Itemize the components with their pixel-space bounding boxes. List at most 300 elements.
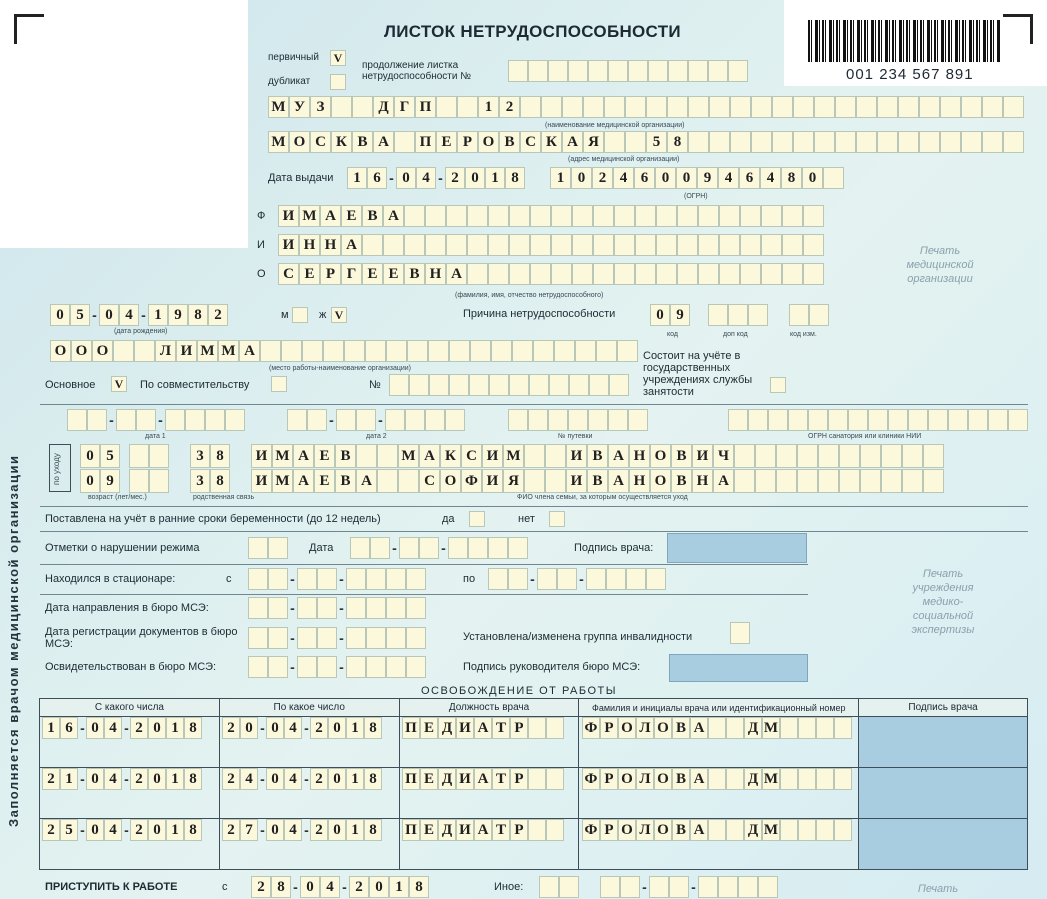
- char-cell[interactable]: 0: [86, 819, 104, 841]
- char-cell[interactable]: 0: [50, 304, 70, 326]
- char-cell[interactable]: А: [419, 444, 440, 468]
- char-cell[interactable]: Р: [320, 263, 341, 285]
- char-cell[interactable]: 0: [240, 717, 258, 739]
- char-cell[interactable]: [877, 96, 898, 118]
- char-cell[interactable]: М: [398, 444, 419, 468]
- char-cell[interactable]: [688, 96, 709, 118]
- char-cell[interactable]: [940, 131, 961, 153]
- char-cell[interactable]: Л: [155, 340, 176, 362]
- char-cell[interactable]: [488, 263, 509, 285]
- char-cell[interactable]: [677, 205, 698, 227]
- char-cell[interactable]: [575, 340, 596, 362]
- char-cell[interactable]: Г: [394, 96, 415, 118]
- char-cell[interactable]: О: [618, 768, 636, 790]
- char-cell[interactable]: [548, 409, 568, 431]
- char-cell[interactable]: [528, 60, 548, 82]
- char-cell[interactable]: Л: [636, 768, 654, 790]
- char-cell[interactable]: В: [672, 819, 690, 841]
- char-cell[interactable]: О: [50, 340, 71, 362]
- char-cell[interactable]: [718, 876, 738, 898]
- char-cell[interactable]: У: [289, 96, 310, 118]
- char-cell[interactable]: [856, 131, 877, 153]
- char-cell[interactable]: [572, 234, 593, 256]
- char-cell[interactable]: [606, 568, 626, 590]
- char-cell[interactable]: Р: [600, 768, 618, 790]
- char-cell[interactable]: 4: [119, 304, 139, 326]
- char-cell[interactable]: [888, 409, 908, 431]
- char-cell[interactable]: [982, 131, 1003, 153]
- char-cell[interactable]: Р: [510, 768, 528, 790]
- char-cell[interactable]: Т: [492, 768, 510, 790]
- char-cell[interactable]: [726, 768, 744, 790]
- char-cell[interactable]: [1003, 131, 1024, 153]
- char-cell[interactable]: [834, 819, 852, 841]
- char-cell[interactable]: [646, 568, 666, 590]
- char-cell[interactable]: [877, 131, 898, 153]
- char-cell[interactable]: 1: [346, 717, 364, 739]
- pregnancy-yes-checkbox[interactable]: [469, 511, 485, 527]
- char-cell[interactable]: [780, 768, 798, 790]
- char-cell[interactable]: 8: [210, 469, 230, 493]
- char-cell[interactable]: [923, 444, 944, 468]
- char-cell[interactable]: С: [278, 263, 299, 285]
- char-cell[interactable]: [776, 469, 797, 493]
- char-cell[interactable]: [545, 444, 566, 468]
- char-cell[interactable]: В: [587, 469, 608, 493]
- violation-signature-box[interactable]: [667, 533, 807, 563]
- char-cell[interactable]: 0: [369, 876, 389, 898]
- char-cell[interactable]: [297, 627, 317, 649]
- char-cell[interactable]: [809, 304, 829, 326]
- char-cell[interactable]: [268, 568, 288, 590]
- char-cell[interactable]: С: [461, 444, 482, 468]
- char-cell[interactable]: 0: [655, 167, 676, 189]
- char-cell[interactable]: [738, 876, 758, 898]
- char-cell[interactable]: [782, 263, 803, 285]
- char-cell[interactable]: 0: [300, 876, 320, 898]
- char-cell[interactable]: Е: [362, 263, 383, 285]
- char-cell[interactable]: 0: [802, 167, 823, 189]
- char-cell[interactable]: [860, 469, 881, 493]
- char-cell[interactable]: [646, 96, 667, 118]
- char-cell[interactable]: А: [341, 234, 362, 256]
- char-cell[interactable]: [748, 304, 768, 326]
- char-cell[interactable]: [470, 340, 491, 362]
- char-cell[interactable]: 0: [328, 768, 346, 790]
- char-cell[interactable]: В: [671, 444, 692, 468]
- char-cell[interactable]: [546, 819, 564, 841]
- char-cell[interactable]: П: [402, 717, 420, 739]
- char-cell[interactable]: [551, 205, 572, 227]
- char-cell[interactable]: [940, 96, 961, 118]
- char-cell[interactable]: Д: [438, 819, 456, 841]
- char-cell[interactable]: [406, 568, 426, 590]
- char-cell[interactable]: [529, 374, 549, 396]
- char-cell[interactable]: [268, 537, 288, 559]
- char-cell[interactable]: [667, 96, 688, 118]
- char-cell[interactable]: [593, 263, 614, 285]
- char-cell[interactable]: [730, 131, 751, 153]
- char-cell[interactable]: [446, 234, 467, 256]
- char-cell[interactable]: [419, 537, 439, 559]
- char-cell[interactable]: И: [176, 340, 197, 362]
- char-cell[interactable]: Д: [373, 96, 394, 118]
- char-cell[interactable]: [740, 234, 761, 256]
- char-cell[interactable]: [287, 409, 307, 431]
- char-cell[interactable]: 8: [667, 131, 688, 153]
- char-cell[interactable]: 8: [184, 717, 202, 739]
- char-cell[interactable]: [730, 96, 751, 118]
- char-cell[interactable]: [409, 374, 429, 396]
- char-cell[interactable]: [356, 409, 376, 431]
- char-cell[interactable]: 0: [99, 304, 119, 326]
- char-cell[interactable]: [445, 409, 465, 431]
- char-cell[interactable]: [136, 409, 156, 431]
- char-cell[interactable]: [509, 374, 529, 396]
- char-cell[interactable]: И: [482, 469, 503, 493]
- char-cell[interactable]: 0: [396, 167, 416, 189]
- char-cell[interactable]: [1003, 96, 1024, 118]
- char-cell[interactable]: В: [499, 131, 520, 153]
- char-cell[interactable]: [635, 205, 656, 227]
- char-cell[interactable]: А: [474, 819, 492, 841]
- char-cell[interactable]: 0: [80, 444, 100, 468]
- char-cell[interactable]: Ф: [582, 717, 600, 739]
- char-cell[interactable]: 9: [670, 304, 690, 326]
- char-cell[interactable]: [620, 876, 640, 898]
- char-cell[interactable]: [588, 60, 608, 82]
- char-cell[interactable]: [816, 768, 834, 790]
- char-cell[interactable]: [366, 656, 386, 678]
- char-cell[interactable]: 2: [499, 96, 520, 118]
- char-cell[interactable]: В: [671, 469, 692, 493]
- char-cell[interactable]: 8: [364, 717, 382, 739]
- char-cell[interactable]: [583, 96, 604, 118]
- char-cell[interactable]: 8: [409, 876, 429, 898]
- char-cell[interactable]: [377, 469, 398, 493]
- char-cell[interactable]: [149, 469, 169, 493]
- char-cell[interactable]: 8: [184, 768, 202, 790]
- pregnancy-no-checkbox[interactable]: [549, 511, 565, 527]
- char-cell[interactable]: [834, 768, 852, 790]
- char-cell[interactable]: 0: [266, 819, 284, 841]
- char-cell[interactable]: 1: [389, 876, 409, 898]
- char-cell[interactable]: А: [690, 768, 708, 790]
- duplicate-checkbox[interactable]: [330, 74, 346, 90]
- char-cell[interactable]: Л: [636, 819, 654, 841]
- char-cell[interactable]: [406, 627, 426, 649]
- disability-group-field[interactable]: [730, 622, 750, 644]
- char-cell[interactable]: [814, 131, 835, 153]
- char-cell[interactable]: И: [692, 444, 713, 468]
- char-cell[interactable]: [508, 537, 528, 559]
- char-cell[interactable]: М: [272, 444, 293, 468]
- char-cell[interactable]: П: [402, 819, 420, 841]
- char-cell[interactable]: [449, 340, 470, 362]
- char-cell[interactable]: [346, 568, 366, 590]
- char-cell[interactable]: 0: [465, 167, 485, 189]
- char-cell[interactable]: [323, 340, 344, 362]
- char-cell[interactable]: [520, 96, 541, 118]
- char-cell[interactable]: [793, 96, 814, 118]
- char-cell[interactable]: 0: [86, 768, 104, 790]
- char-cell[interactable]: 2: [592, 167, 613, 189]
- char-cell[interactable]: [982, 96, 1003, 118]
- char-cell[interactable]: 2: [222, 819, 240, 841]
- char-cell[interactable]: [961, 96, 982, 118]
- char-cell[interactable]: [708, 717, 726, 739]
- char-cell[interactable]: 2: [349, 876, 369, 898]
- char-cell[interactable]: А: [293, 444, 314, 468]
- char-cell[interactable]: 8: [505, 167, 525, 189]
- char-cell[interactable]: [839, 444, 860, 468]
- char-cell[interactable]: [755, 444, 776, 468]
- char-cell[interactable]: [860, 444, 881, 468]
- signature-cell[interactable]: [859, 819, 1028, 870]
- char-cell[interactable]: 0: [80, 469, 100, 493]
- registered-checkbox[interactable]: [770, 377, 786, 393]
- char-cell[interactable]: [586, 568, 606, 590]
- char-cell[interactable]: 0: [328, 717, 346, 739]
- char-cell[interactable]: К: [331, 131, 352, 153]
- char-cell[interactable]: [205, 409, 225, 431]
- char-cell[interactable]: [608, 60, 628, 82]
- char-cell[interactable]: [656, 234, 677, 256]
- char-cell[interactable]: [248, 627, 268, 649]
- char-cell[interactable]: Д: [744, 819, 762, 841]
- char-cell[interactable]: [719, 263, 740, 285]
- char-cell[interactable]: [248, 656, 268, 678]
- char-cell[interactable]: 2: [445, 167, 465, 189]
- char-cell[interactable]: И: [456, 819, 474, 841]
- char-cell[interactable]: [782, 234, 803, 256]
- char-cell[interactable]: [449, 374, 469, 396]
- char-cell[interactable]: М: [762, 768, 780, 790]
- char-cell[interactable]: [539, 876, 559, 898]
- char-cell[interactable]: [407, 340, 428, 362]
- char-cell[interactable]: Н: [629, 444, 650, 468]
- char-cell[interactable]: Я: [583, 131, 604, 153]
- char-cell[interactable]: [761, 234, 782, 256]
- mse-head-signature-box[interactable]: [669, 654, 808, 682]
- char-cell[interactable]: [868, 409, 888, 431]
- char-cell[interactable]: [814, 96, 835, 118]
- char-cell[interactable]: [772, 96, 793, 118]
- char-cell[interactable]: [356, 444, 377, 468]
- char-cell[interactable]: [1008, 409, 1028, 431]
- char-cell[interactable]: [808, 409, 828, 431]
- char-cell[interactable]: 4: [284, 768, 302, 790]
- char-cell[interactable]: 1: [166, 819, 184, 841]
- char-cell[interactable]: А: [239, 340, 260, 362]
- char-cell[interactable]: [491, 340, 512, 362]
- char-cell[interactable]: Е: [420, 819, 438, 841]
- char-cell[interactable]: О: [289, 131, 310, 153]
- char-cell[interactable]: 1: [42, 717, 60, 739]
- char-cell[interactable]: 2: [222, 717, 240, 739]
- char-cell[interactable]: [668, 60, 688, 82]
- char-cell[interactable]: [803, 234, 824, 256]
- char-cell[interactable]: [798, 768, 816, 790]
- char-cell[interactable]: [508, 568, 528, 590]
- char-cell[interactable]: П: [415, 96, 436, 118]
- char-cell[interactable]: И: [482, 444, 503, 468]
- char-cell[interactable]: [425, 409, 445, 431]
- char-cell[interactable]: [362, 234, 383, 256]
- char-cell[interactable]: О: [654, 819, 672, 841]
- char-cell[interactable]: [614, 263, 635, 285]
- char-cell[interactable]: А: [474, 768, 492, 790]
- char-cell[interactable]: 8: [781, 167, 802, 189]
- char-cell[interactable]: [656, 205, 677, 227]
- char-cell[interactable]: 2: [208, 304, 228, 326]
- char-cell[interactable]: [528, 409, 548, 431]
- char-cell[interactable]: [528, 819, 546, 841]
- char-cell[interactable]: И: [456, 717, 474, 739]
- char-cell[interactable]: 0: [148, 819, 166, 841]
- char-cell[interactable]: [225, 409, 245, 431]
- char-cell[interactable]: 8: [188, 304, 208, 326]
- char-cell[interactable]: [386, 340, 407, 362]
- char-cell[interactable]: О: [650, 444, 671, 468]
- char-cell[interactable]: [509, 263, 530, 285]
- char-cell[interactable]: [625, 96, 646, 118]
- char-cell[interactable]: И: [456, 768, 474, 790]
- char-cell[interactable]: Ф: [582, 768, 600, 790]
- char-cell[interactable]: [346, 597, 366, 619]
- char-cell[interactable]: [839, 469, 860, 493]
- char-cell[interactable]: 0: [650, 304, 670, 326]
- char-cell[interactable]: [628, 409, 648, 431]
- char-cell[interactable]: 1: [478, 96, 499, 118]
- char-cell[interactable]: [669, 876, 689, 898]
- char-cell[interactable]: С: [520, 131, 541, 153]
- char-cell[interactable]: [331, 96, 352, 118]
- char-cell[interactable]: 8: [184, 819, 202, 841]
- char-cell[interactable]: 4: [104, 819, 122, 841]
- char-cell[interactable]: И: [566, 444, 587, 468]
- char-cell[interactable]: [626, 568, 646, 590]
- char-cell[interactable]: [533, 340, 554, 362]
- char-cell[interactable]: М: [268, 96, 289, 118]
- char-cell[interactable]: [881, 444, 902, 468]
- primary-checkbox[interactable]: V: [330, 50, 346, 66]
- char-cell[interactable]: [549, 374, 569, 396]
- char-cell[interactable]: [336, 409, 356, 431]
- char-cell[interactable]: [968, 409, 988, 431]
- char-cell[interactable]: [596, 340, 617, 362]
- char-cell[interactable]: [87, 409, 107, 431]
- char-cell[interactable]: [386, 627, 406, 649]
- char-cell[interactable]: 4: [284, 819, 302, 841]
- char-cell[interactable]: [344, 340, 365, 362]
- char-cell[interactable]: [572, 263, 593, 285]
- char-cell[interactable]: О: [654, 717, 672, 739]
- char-cell[interactable]: Н: [692, 469, 713, 493]
- char-cell[interactable]: [635, 263, 656, 285]
- char-cell[interactable]: А: [320, 205, 341, 227]
- char-cell[interactable]: [726, 717, 744, 739]
- char-cell[interactable]: [508, 60, 528, 82]
- char-cell[interactable]: [688, 131, 709, 153]
- char-cell[interactable]: Е: [383, 263, 404, 285]
- char-cell[interactable]: [818, 444, 839, 468]
- char-cell[interactable]: [728, 60, 748, 82]
- char-cell[interactable]: [751, 131, 772, 153]
- char-cell[interactable]: [923, 469, 944, 493]
- char-cell[interactable]: [803, 263, 824, 285]
- char-cell[interactable]: [816, 717, 834, 739]
- char-cell[interactable]: [468, 537, 488, 559]
- char-cell[interactable]: О: [478, 131, 499, 153]
- char-cell[interactable]: [828, 409, 848, 431]
- char-cell[interactable]: [782, 205, 803, 227]
- char-cell[interactable]: [568, 409, 588, 431]
- char-cell[interactable]: [545, 469, 566, 493]
- char-cell[interactable]: 6: [739, 167, 760, 189]
- char-cell[interactable]: Е: [299, 263, 320, 285]
- char-cell[interactable]: 2: [310, 717, 328, 739]
- char-cell[interactable]: 2: [130, 717, 148, 739]
- char-cell[interactable]: Ф: [582, 819, 600, 841]
- char-cell[interactable]: О: [618, 717, 636, 739]
- char-cell[interactable]: [709, 131, 730, 153]
- char-cell[interactable]: В: [587, 444, 608, 468]
- char-cell[interactable]: [816, 819, 834, 841]
- char-cell[interactable]: [835, 96, 856, 118]
- char-cell[interactable]: 5: [646, 131, 667, 153]
- char-cell[interactable]: [740, 205, 761, 227]
- char-cell[interactable]: 1: [166, 768, 184, 790]
- char-cell[interactable]: [649, 876, 669, 898]
- char-cell[interactable]: [248, 568, 268, 590]
- char-cell[interactable]: [588, 409, 608, 431]
- char-cell[interactable]: В: [362, 205, 383, 227]
- char-cell[interactable]: Е: [420, 768, 438, 790]
- char-cell[interactable]: [389, 374, 409, 396]
- char-cell[interactable]: 2: [130, 819, 148, 841]
- char-cell[interactable]: [508, 409, 528, 431]
- char-cell[interactable]: [398, 469, 419, 493]
- char-cell[interactable]: М: [272, 469, 293, 493]
- char-cell[interactable]: [708, 304, 728, 326]
- char-cell[interactable]: [467, 205, 488, 227]
- char-cell[interactable]: А: [446, 263, 467, 285]
- char-cell[interactable]: [489, 374, 509, 396]
- char-cell[interactable]: [988, 409, 1008, 431]
- char-cell[interactable]: 1: [347, 167, 367, 189]
- char-cell[interactable]: [758, 876, 778, 898]
- char-cell[interactable]: [835, 131, 856, 153]
- char-cell[interactable]: [748, 409, 768, 431]
- char-cell[interactable]: [856, 96, 877, 118]
- char-cell[interactable]: [834, 717, 852, 739]
- char-cell[interactable]: А: [383, 205, 404, 227]
- char-cell[interactable]: В: [352, 131, 373, 153]
- char-cell[interactable]: [726, 819, 744, 841]
- char-cell[interactable]: [317, 597, 337, 619]
- char-cell[interactable]: 9: [697, 167, 718, 189]
- char-cell[interactable]: Я: [503, 469, 524, 493]
- char-cell[interactable]: [428, 340, 449, 362]
- char-cell[interactable]: 0: [148, 717, 166, 739]
- char-cell[interactable]: 1: [485, 167, 505, 189]
- char-cell[interactable]: Р: [510, 819, 528, 841]
- char-cell[interactable]: Ч: [713, 444, 734, 468]
- char-cell[interactable]: [537, 568, 557, 590]
- char-cell[interactable]: [898, 131, 919, 153]
- char-cell[interactable]: [948, 409, 968, 431]
